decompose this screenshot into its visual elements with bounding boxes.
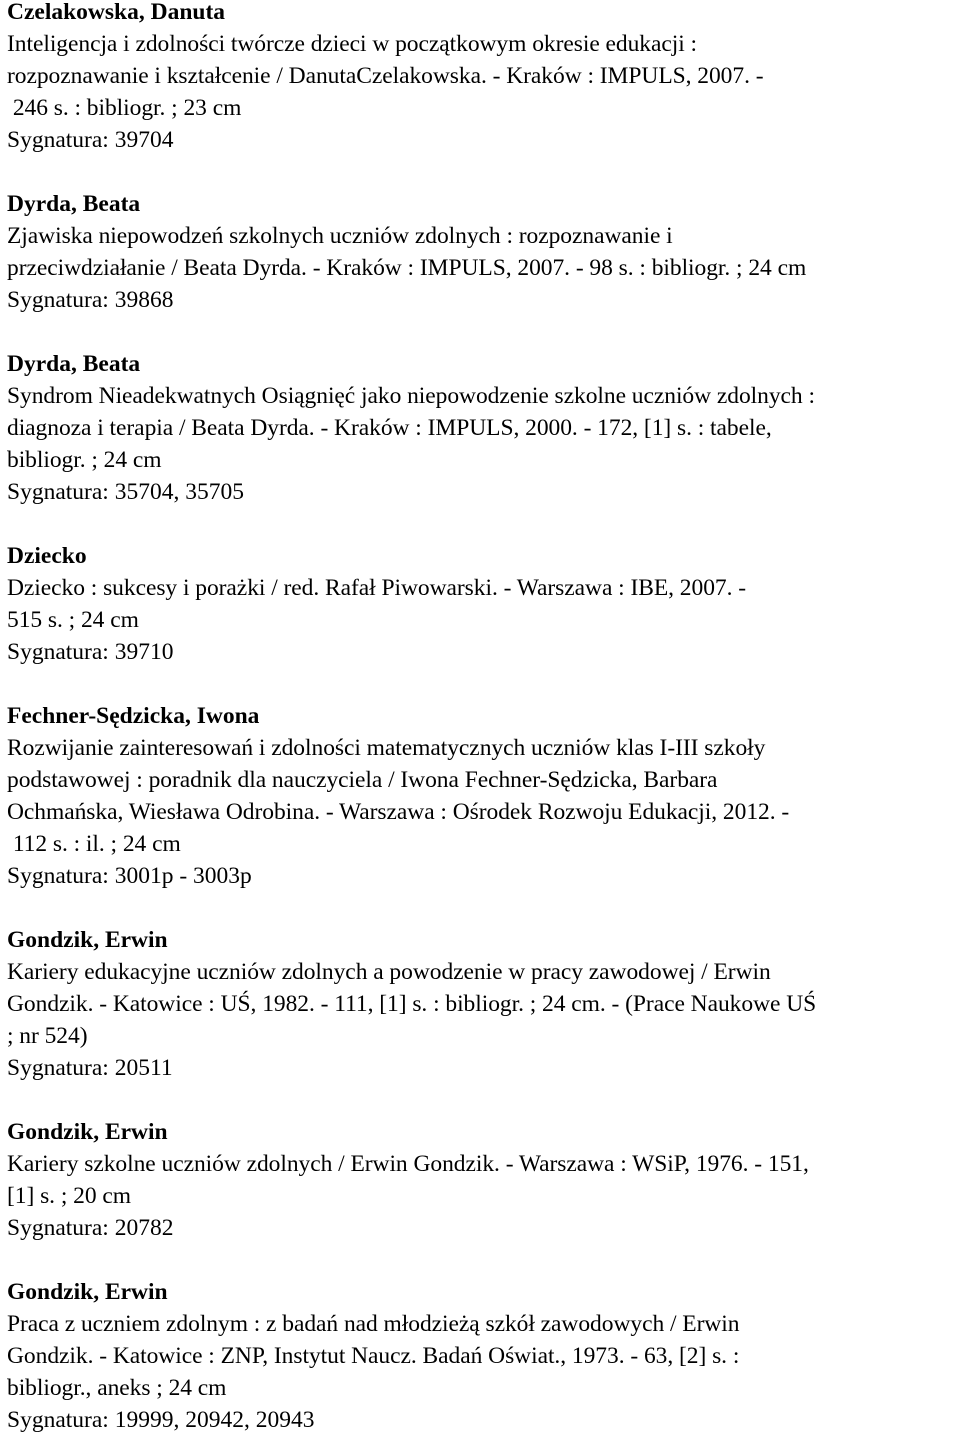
description-line: Kariery szkolne uczniów zdolnych / Erwin Gondzik. - Warszawa : WSiP, 1976. - 151, — [7, 1151, 809, 1177]
entry-signature: Sygnatura: 39704 — [7, 127, 174, 153]
bibliography-entry — [7, 0, 960, 156]
entry-signature: Sygnatura: 39868 — [7, 287, 174, 313]
bibliography-entry — [7, 540, 960, 668]
description-line: bibliogr., aneks ; 24 cm — [7, 1375, 227, 1401]
description-line: Praca z uczniem zdolnym : z badań nad młodzieżą szkół zawodowych / Erwin — [7, 1311, 740, 1337]
description-line: diagnoza i terapia / Beata Dyrda. - Kraków : IMPULS, 2000. - 172, [1] s. : tabele, — [7, 415, 772, 441]
entry-signature: Sygnatura: 19999, 20942, 20943 — [7, 1407, 315, 1433]
entry-description — [7, 220, 960, 284]
entry-author: Dziecko — [7, 543, 87, 569]
description-line: ; nr 524) — [7, 1023, 88, 1049]
entry-author: Fechner-Sędzicka, Iwona — [7, 703, 260, 729]
entry-signature: Sygnatura: 20782 — [7, 1215, 174, 1241]
bibliography-entry — [7, 1276, 960, 1436]
entry-description — [7, 380, 960, 476]
description-line: Dziecko : sukcesy i porażki / red. Rafał Piwowarski. - Warszawa : IBE, 2007. - — [7, 575, 747, 601]
description-line: Gondzik. - Katowice : ZNP, Instytut Naucz. Badań Oświat., 1973. - 63, [2] s. : — [7, 1343, 740, 1369]
bibliography-entry — [7, 188, 960, 316]
description-line: Ochmańska, Wiesława Odrobina. - Warszawa : Ośrodek Rozwoju Edukacji, 2012. - — [7, 799, 790, 825]
description-line: Syndrom Nieadekwatnych Osiągnięć jako niepowodzenie szkolne uczniów zdolnych : — [7, 383, 815, 409]
description-line: 112 s. : il. ; 24 cm — [7, 831, 181, 857]
entry-description — [7, 1148, 960, 1212]
description-line: Rozwijanie zainteresowań i zdolności matematycznych uczniów klas I-III szkoły — [7, 735, 766, 761]
description-line: rozpoznawanie i kształcenie / DanutaCzelakowska. - Kraków : IMPULS, 2007. - — [7, 63, 764, 89]
entry-author: Gondzik, Erwin — [7, 1119, 168, 1145]
description-line: podstawowej : poradnik dla nauczyciela / Iwona Fechner-Sędzicka, Barbara — [7, 767, 718, 793]
entry-signature: Sygnatura: 35704, 35705 — [7, 479, 244, 505]
description-line: Gondzik. - Katowice : UŚ, 1982. - 111, [1] s. : bibliogr. ; 24 cm. - (Prace Naukowe UŚ — [7, 991, 817, 1017]
description-line: 515 s. ; 24 cm — [7, 607, 139, 633]
entry-description — [7, 572, 960, 636]
description-line: Kariery edukacyjne uczniów zdolnych a powodzenie w pracy zawodowej / Erwin — [7, 959, 771, 985]
entry-signature: Sygnatura: 20511 — [7, 1055, 173, 1081]
bibliography-entry — [7, 348, 960, 508]
entry-signature: Sygnatura: 39710 — [7, 639, 174, 665]
description-line: Zjawiska niepowodzeń szkolnych uczniów zdolnych : rozpoznawanie i — [7, 223, 673, 249]
entry-author: Dyrda, Beata — [7, 351, 141, 377]
entry-author: Gondzik, Erwin — [7, 1279, 168, 1305]
entry-author: Dyrda, Beata — [7, 191, 141, 217]
description-line: [1] s. ; 20 cm — [7, 1183, 131, 1209]
description-line: bibliogr. ; 24 cm — [7, 447, 162, 473]
entry-description — [7, 956, 960, 1052]
entry-description — [7, 1308, 960, 1404]
description-line: przeciwdziałanie / Beata Dyrda. - Kraków : IMPULS, 2007. - 98 s. : bibliogr. ; 24 cm — [7, 255, 807, 281]
description-line: 246 s. : bibliogr. ; 23 cm — [7, 95, 242, 121]
bibliography-entry — [7, 924, 960, 1084]
entry-description — [7, 28, 960, 124]
entry-signature: Sygnatura: 3001p - 3003p — [7, 863, 252, 889]
description-line: Inteligencja i zdolności twórcze dzieci w początkowym okresie edukacji : — [7, 31, 698, 57]
entry-author: Czelakowska, Danuta — [7, 0, 226, 25]
entry-description — [7, 732, 960, 860]
entry-author: Gondzik, Erwin — [7, 927, 168, 953]
bibliography-entry — [7, 700, 960, 892]
bibliography-entry — [7, 1116, 960, 1244]
